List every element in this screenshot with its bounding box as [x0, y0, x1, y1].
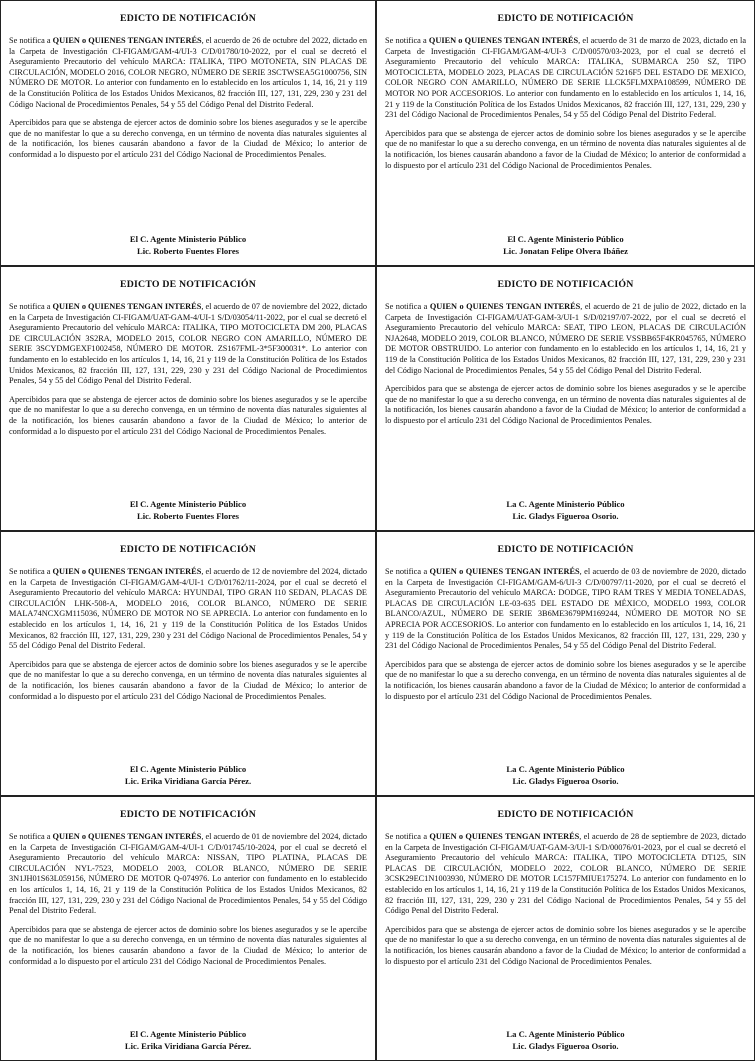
edicto-card — [376, 531, 755, 796]
notification-body: , el acuerdo de 31 de marzo de 2023, dictado en la Carpeta de Investigación CI-FIGAM/GAM-4/UI-3 C/D/00570/03-2023, por el cual se decretó el Aseguramiento Precautorio del vehículo MARCA: ITALIKA, SUBMARCA 250 SZ, TIPO MOTOCICLETA, MODELO 2023, PLACAS DE CIRCULACIÓN 5216F5 DEL ESTADO DE MEXICO, COLOR NEGRO CON AMARILLO, NÚMERO DE SERIE LLCK5FLMXPA108599, NÚMERO DE MOTOR NO POR ACCESORIOS. Lo anterior con fundamento en lo establecido en los artículos 1, 14, 16, 21 y 119 de la Constitución Política de los Estados Unidos Mexicanos, 82 fracción III, 127, 131, 229, 230 y 231 del Código Nacional de Procedimientos Penales, 54 y 55 del Código Penal del Distrito Federal. — [385, 36, 747, 120]
lead-text: Se notifica a — [9, 302, 53, 311]
agent-title: La C. Agente Ministerio Público — [506, 499, 625, 509]
notification-body: , el acuerdo de 21 de julio de 2022, dictado en la Carpeta de Investigación CI-FIGAM/UAT-GAM-3/UI-1 S/D/02197/07-2022, por el cual se decretó el Aseguramiento Precautorio del vehículo MARCA: SEAT, TIPO LEON, PLACAS DE CIRCULACIÓN NJA2648, MODELO 2019, COLOR BLANCO, NÚMERO DE SERIE VSSBB65F4KR045765, NÚMERO DE MOTOR OBSTRUIDO. Lo anterior con fundamento en lo establecido en los artículos 1, 14, 16, 21 y 119 de la Constitución Política de los Estados Unidos Mexicanos, 82 fracción III, 127, 131, 229, 230 y 231 del Código Nacional de Procedimientos Penales, 54 y 55 del Código Penal del Distrito Federal. — [385, 302, 747, 375]
lead-text: Se notifica a — [9, 832, 53, 841]
agent-title: El C. Agente Ministerio Público — [129, 764, 247, 774]
agent-name: Lic. Erika Viridiana García Pérez. — [124, 775, 252, 786]
apercibidos-paragraph: Apercibidos para que se abstenga de ejercer actos de dominio sobre los bienes asegurados y se le apercibe que de no manifestar lo que a su derecho convenga, en un término de noventa días naturales siguientes al de la notificación, los bienes causarán abandono a favor de la Ciudad de México; lo anterior de conformidad a lo dispuesto por el artículo 231 del Código Nacional de Procedimientos Penales. — [9, 924, 367, 966]
interested-parties: QUIEN o QUIENES TENGAN INTERÉS — [429, 832, 580, 841]
agent-title: El C. Agente Ministerio Público — [129, 234, 247, 244]
apercibidos-paragraph: Apercibidos para que se abstenga de ejercer actos de dominio sobre los bienes asegurados y se le apercibe que de no manifestar lo que a su derecho convenga, en un término de noventa días naturales siguientes al de la notificación, los bienes causarán abandono a favor de la Ciudad de México; lo anterior de conformidad a lo dispuesto por el artículo 231 del Código Nacional de Procedimientos Penales. — [385, 659, 746, 701]
agent-name: Lic. Jonatan Felipe Olvera Ibáñez — [503, 245, 628, 256]
lead-text: Se notifica a — [385, 567, 430, 576]
signature-block — [385, 1029, 746, 1052]
agent-name: Lic. Roberto Fuentes Flores — [137, 245, 239, 256]
apercibidos-paragraph: Apercibidos para que se abstenga de ejercer actos de dominio sobre los bienes asegurados y se le apercibe que de no manifestar lo que a su derecho convenga, en un término de noventa días naturales siguientes al de la notificación, los bienes causarán abandono a favor de la Ciudad de México; lo anterior de conformidad a lo dispuesto por el artículo 231 del Código Nacional de Procedimientos Penales. — [9, 118, 367, 159]
apercibidos-paragraph: Apercibidos para que se abstenga de ejercer actos de dominio sobre los bienes asegurados y se le apercibe que de no manifestar lo que a su derecho convenga, en un término de noventa días naturales siguientes al de la notificación, los bienes causarán abandono a favor de la Ciudad de México; lo anterior de conformidad a lo dispuesto por el artículo 231 del Código Nacional de Procedimientos Penales. — [385, 384, 746, 425]
notification-body: , el acuerdo de 12 de noviembre del 2024, dictado en la Carpeta de Investigación CI-FIGAM/GAM-4/UI-1 C/D/01762/11-2024, por el cual se decretó el Aseguramiento Precautorio del vehículo MARCA: HYUNDAI, TIPO GRAN I10 SEDAN, PLACAS DE CIRCULACIÓN LHK-508-A, MODELO 2016, COLOR BLANCO, NÚMERO DE SERIE MALA74NCXGM115036, NÚMERO DE MOTOR NO SE APRECIA. Lo anterior con fundamento en lo establecido en los artículos 1, 14, 16, 21 y 119 de la Constitución Política de los Estados Unidos Mexicanos, 82 fracción III, 127, 131, 229, 230 y 231 del Código Nacional de Procedimientos Penales, 54 y 55 del Código Penal del Distrito Federal. — [9, 567, 367, 651]
edicto-title: EDICTO DE NOTIFICACIÓN — [120, 279, 256, 290]
signature-block — [9, 1029, 367, 1052]
lead-text: Se notifica a — [9, 567, 53, 576]
signature-block — [9, 234, 367, 257]
agent-name: Lic. Roberto Fuentes Flores — [137, 510, 239, 521]
agent-title: La C. Agente Ministerio Público — [506, 764, 625, 774]
lead-text: Se notifica a — [385, 832, 430, 841]
edicto-title: EDICTO DE NOTIFICACIÓN — [120, 809, 256, 820]
apercibidos-paragraph: Apercibidos para que se abstenga de ejercer actos de dominio sobre los bienes asegurados y se le apercibe que de no manifestar lo que a su derecho convenga, en un término de noventa días naturales siguientes al de la notificación, los bienes causarán abandono a favor de la Ciudad de México; lo anterior de conformidad a lo dispuesto por el artículo 231 del Código Nacional de Procedimientos Penales. — [9, 394, 367, 436]
agent-title: La C. Agente Ministerio Público — [506, 1029, 625, 1039]
agent-name: Lic. Gladys Figueroa Osorio. — [512, 775, 619, 786]
notification-body: , el acuerdo de 07 de noviembre del 2022, dictado en la Carpeta de Investigación CI-FIGAM/UAT-GAM-4/UI-1 S/D/03054/11-2022, por el cual se decretó el Aseguramiento Precautorio del vehículo MARCA: ITALIKA, TIPO MOTOCICLETA DM 200, PLACAS DE CIRCULACIÓN 3S2RA, MODELO 2015, COLOR NEGRO CON AMARILLO, NÚMERO DE SERIE 3SCYDMGEXF1002458, NÚMERO DE MOTOR. ZS167FML-3*5F300031*. Lo anterior con fundamento en lo establecido en los artículos 1, 14, 16, 21 y 119 de la Constitución Política de los Estados Unidos Mexicanos, 82 fracción III, 127, 131, 229, 230 y 231 del Código Nacional de Procedimientos Penales, 54 y 55 del Código Penal del Distrito Federal. — [9, 302, 367, 386]
interested-parties: QUIEN o QUIENES TENGAN INTERÉS — [429, 567, 580, 576]
lead-text: Se notifica a — [9, 36, 53, 45]
notification-paragraph — [9, 302, 367, 387]
lead-text: Se notifica a — [385, 302, 430, 311]
edicto-title: EDICTO DE NOTIFICACIÓN — [120, 544, 256, 555]
notification-body: , el acuerdo de 26 de octubre del 2022, dictado en la Carpeta de Investigación CI-FIGAM/GAM-4/UI-3 C/D/01780/10-2022, por el cual se decretó el Aseguramiento Precautorio del vehículo MARCA: ITALIKA, TIPO MOTONETA, SIN PLACAS DE CIRCULACIÓN, MODELO 2016, COLOR NEGRO, NÚMERO DE SERIE 3SCTWSEA5G1000756, SIN NÚMERO DE MOTOR. Lo anterior con fundamento en lo establecido en los artículos 1, 14, 16, 21 y 119 de la Constitución Política de los Estados Unidos Mexicanos, 82 fracción III, 127, 131, 229, 230 y 231 del Código Nacional de Procedimientos Penales, 54 y 55 del Código Penal del Distrito Federal. — [9, 36, 367, 109]
signature-block — [9, 499, 367, 522]
lead-text: Se notifica a — [385, 36, 429, 45]
interested-parties: QUIEN o QUIENES TENGAN INTERÉS — [52, 567, 202, 576]
notification-paragraph — [9, 832, 367, 917]
apercibidos-paragraph: Apercibidos para que se abstenga de ejercer actos de dominio sobre los bienes asegurados y se le apercibe que de no manifestar lo que a su derecho convenga, en un término de noventa días naturales siguientes al de la notificación, los bienes causarán abandono a favor de la Ciudad de México; lo anterior de conformidad a lo dispuesto por el artículo 231 del Código Nacional de Procedimientos Penales. — [9, 659, 367, 701]
notification-paragraph — [9, 36, 367, 110]
interested-parties: QUIEN o QUIENES TENGAN INTERÉS — [428, 36, 579, 45]
apercibidos-paragraph: Apercibidos para que se abstenga de ejercer actos de dominio sobre los bienes asegurados y se le apercibe que de no manifestar lo que a su derecho convenga, en un término de noventa días naturales siguientes al de la notificación, los bienes causarán abandono a favor de la Ciudad de México; lo anterior de conformidad a lo dispuesto por el artículo 231 del Código Nacional de Procedimientos Penales. — [385, 924, 746, 966]
edicto-card — [376, 0, 755, 266]
notification-body: , el acuerdo de 01 de noviembre del 2024, dictado en la Carpeta de Investigación CI-FIGAM/GAM-4/UI-1 C/D/01745/10-2024, por el cual se decretó el Aseguramiento Precautorio del vehículo MARCA: NISSAN, TIPO PLATINA, PLACAS DE CIRCULACIÓN NYL-7523, MODELO 2003, COLOR BLANCO, NÚMERO DE SERIE 3N1JH01S63L059156, NÚMERO DE MOTOR Q-074976. Lo anterior con fundamento en lo establecido en los artículos 1, 14, 16, 21 y 119 de la Constitución Política de los Estados Unidos Mexicanos, 82 fracción III, 127, 131, 229, 230 y 231 del Código Nacional de Procedimientos Penales, 54 y 55 del Código Penal del Distrito Federal. — [9, 832, 367, 916]
signature-block — [385, 764, 746, 787]
edicto-title: EDICTO DE NOTIFICACIÓN — [120, 13, 256, 24]
notification-paragraph — [9, 567, 367, 652]
interested-parties: QUIEN o QUIENES TENGAN INTERÉS — [429, 302, 581, 311]
notification-paragraph — [385, 36, 746, 121]
agent-name: Lic. Gladys Figueroa Osorio. — [512, 510, 619, 521]
agent-name: Lic. Erika Viridiana García Pérez. — [124, 1040, 252, 1051]
agent-title: El C. Agente Ministerio Público — [507, 234, 624, 244]
edicto-card — [0, 796, 376, 1061]
agent-title: El C. Agente Ministerio Público — [129, 1029, 247, 1039]
agent-title: El C. Agente Ministerio Público — [129, 499, 247, 509]
apercibidos-paragraph: Apercibidos para que se abstenga de ejercer actos de dominio sobre los bienes asegurados y se le apercibe que de no manifestar lo que a su derecho convenga, en un término de noventa días naturales siguientes al de la notificación, los bienes causarán abandono a favor de la Ciudad de México; lo anterior de conformidad a lo dispuesto por el artículo 231 del Código Nacional de Procedimientos Penales. — [385, 128, 746, 170]
edicto-card — [376, 266, 755, 531]
edicto-title: EDICTO DE NOTIFICACIÓN — [497, 544, 634, 555]
interested-parties: QUIEN o QUIENES TENGAN INTERÉS — [52, 36, 202, 45]
edicto-card — [0, 531, 376, 796]
edicto-card — [376, 796, 755, 1061]
edicto-title: EDICTO DE NOTIFICACIÓN — [497, 279, 634, 290]
notification-paragraph — [385, 302, 746, 376]
notification-paragraph — [385, 567, 746, 652]
notification-body: , el acuerdo de 03 de noviembre de 2020, dictado en la Carpeta de Investigación CI-FIGAM/GAM-6/UI-3 C/D/00797/11-2020, por el cual se decretó el Aseguramiento Precautorio del vehículo MARCA: DODGE, TIPO RAM TRES Y MEDIA TONELADAS, PLACAS DE CIRCULACIÓN LE-03-635 DEL ESTADO DE MÉXICO, MODELO 1993, COLOR BLANCO/AZUL, NÚMERO DE SERIE 3B6ME3679PM169244, NÚMERO DE MOTOR NO SE APRECIA POR ACCESORIOS. Lo anterior con fundamento en lo establecido en los artículos 1, 14, 16, 21 y 119 de la Constitución Política de los Estados Unidos Mexicanos, 82 fracción III, 127, 131, 229, 230 y 231 del Código Nacional de Procedimientos Penales, 54 y 55 del Código Penal del Distrito Federal. — [385, 567, 746, 651]
signature-block — [385, 499, 746, 522]
interested-parties: QUIEN o QUIENES TENGAN INTERÉS — [52, 302, 202, 311]
edicto-title: EDICTO DE NOTIFICACIÓN — [497, 13, 634, 24]
edicto-card — [0, 0, 376, 266]
signature-block — [9, 764, 367, 787]
agent-name: Lic. Gladys Figueroa Osorio. — [512, 1040, 619, 1051]
edicto-title: EDICTO DE NOTIFICACIÓN — [497, 809, 634, 820]
edicto-card — [0, 266, 376, 531]
notification-body: , el acuerdo de 28 de septiembre de 2023, dictado en la Carpeta de Investigación CI-FIGAM/UAT-GAM-3/UI-1 S/D/00076/01-2023, por el cual se decretó el Aseguramiento Precautorio del vehículo MARCA: ITALIKA, TIPO MOTOCICLETA DT125, SIN PLACAS DE CIRCULACIÓN, MODELO 2022, COLOR BLANCO, NÚMERO DE SERIE 3CSK29EC1N1003930, NÚMERO DE MOTOR LC157FMIUE175274. Lo anterior con fundamento en lo establecido en los artículos 1, 14, 16, 21 y 119 de la Constitución Política de los Estados Unidos Mexicanos, 82 fracción III, 127, 131, 229, 230 y 231 del Código Nacional de Procedimientos Penales, 54 y 55 del Código Penal del Distrito Federal. — [385, 832, 746, 916]
notification-paragraph — [385, 832, 746, 917]
signature-block — [385, 234, 746, 257]
interested-parties: QUIEN o QUIENES TENGAN INTERÉS — [52, 832, 202, 841]
